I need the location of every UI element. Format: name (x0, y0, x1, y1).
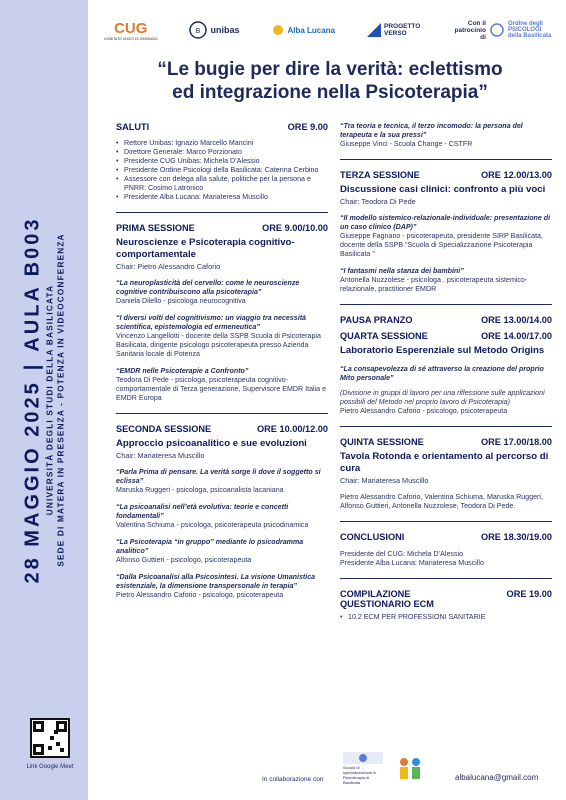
unibas-logo: B unibas (189, 21, 239, 39)
quinta-sessione-header: QUINTA SESSIONE ORE 17.00/18.00 (340, 437, 552, 447)
prima-sessione-title: Neuroscienze e Psicoterapia cognitivo-comportamentale (116, 237, 295, 260)
talk-title: “La consapevolezza di sé attraverso la creazione del proprio Mito personale” (340, 365, 544, 382)
talk-title: “Parla Prima di pensare. La verità sorge lì dove il soggetto si eclissa” (116, 468, 321, 485)
conclusioni-line: Presidente del CUG: Michela D’Alessio (340, 550, 464, 558)
arrow-icon (367, 23, 381, 37)
prima-sessione-chair: Chair: Pietro Alessandro Caforio (116, 262, 221, 271)
separator: | (21, 361, 44, 371)
talk-speaker: Vincenzo Langellotti - docente della SSPB Scuola di Psicoterapia Basilicata, dirigente psicologo psicoterapeuta presso Azienda Sanitaria locale di Potenza (116, 332, 321, 358)
talk-speaker: Giuseppe Vinci - Scuola Change - CSTFR (340, 140, 473, 148)
talk-speaker: Daniela Dilello - psicologa neurocognitiva (116, 297, 246, 305)
talk-title: “I fantasmi nella stanza dei bambini” (340, 267, 464, 275)
talk-title: “Tra teoria e tecnica, il terzo incomodo: la persona del terapeuta e la sua pressi” (340, 122, 523, 139)
saluti-header: SALUTI ORE 9.00 (116, 122, 328, 132)
scuola-logo: Scuola di specializzazione in Psicoterapia di Basilicata (343, 752, 385, 786)
talk-speaker: Antonella Nuzzolese - psicologa , psicoterapeuta sistemico-relazionale, practitioner EMDR (340, 276, 528, 293)
kids-illustration-icon (392, 752, 428, 788)
qr-label: Link Google Meet (26, 764, 74, 770)
svg-text:B: B (196, 28, 201, 35)
venue-info: SEDE DI MATERA IN PRESENZA - POTENZA IN VIDEOCONFERENZA (56, 233, 66, 567)
conclusioni-header: CONCLUSIONI ORE 18.30/19.00 (340, 532, 552, 542)
sun-icon (271, 21, 285, 39)
terza-sessione-title: Discussione casi clinici: confronto a più voci (340, 184, 546, 195)
logo-bar (104, 8, 556, 52)
unibas-seal-icon (189, 21, 207, 39)
collab-label: In collaborazione con (262, 776, 324, 783)
progetto-verso-logo: PROGETTO VERSO (367, 23, 418, 37)
seconda-sessione-chair: Chair: Mariateresa Muscillo (116, 451, 205, 460)
round-table-people: Pietro Alessandro Caforio, Valentina Schiuma, Maruska Ruggeri, Alfonso Guttieri, Antonella Nuzzolese, Teodora Di Pede. (340, 493, 543, 510)
alba-lucana-logo: Alba Lucana (271, 21, 335, 39)
event-date: 28 MAGGIO 2025 (21, 380, 44, 584)
scuola-logo-icon (343, 752, 383, 764)
workshop-note: (Divisione in gruppi di lavoro per una riflessione sulle applicazioni possibili del Metodo nel proprio lavoro di Psicoterapia) (340, 389, 545, 406)
event-room: AULA B003 (21, 216, 44, 352)
program-right-column (340, 122, 552, 622)
talk-speaker: Valentina Schiuma - psicologa, psicoterapeuta psicodinamica (116, 521, 309, 529)
talk-title: “La Psicoterapia “in gruppo” mediante lo psicodramma analitico” (116, 538, 304, 555)
page-title: “Le bugie per dire la verità: eclettismo ed integrazione nella Psicoterapia” (157, 59, 503, 103)
seconda-sessione-header: SECONDA SESSIONE ORE 10.00/12.00 (116, 424, 328, 434)
conclusioni-line: Presidente Alba Lucana: Mariateresa Muscillo (340, 559, 484, 567)
cug-logo: CUG COMITATO UNICO DI GARANZIA (104, 19, 158, 41)
talk-title: “I diversi volti del cognitivismo: un viaggio tra necessità scientifica, epistemologia ed ermeneutica” (116, 314, 307, 331)
quinta-sessione-chair: Chair: Mariateresa Muscillo (340, 476, 429, 485)
talk-speaker: Pietro Alessandro Caforio - psicologo, psicoterapeuta (340, 407, 508, 415)
talk-title: “La neuroplasticità del cervello: come le neuroscienze cognitive contribuiscono alla psicoterapia” (116, 279, 300, 296)
talk-title: “Dalla Psicoanalisi alla Psicosintesi. La visione Umanistica esistenziale, la dimensione transpersonale in terapia” (116, 573, 316, 590)
sidebar-band (0, 0, 88, 800)
talk-speaker: Alfonso Guttieri - psicologo, psicoterapeuta (116, 556, 252, 564)
talk-speaker: Giuseppe Fagnano - psicoterapeuta, presidente SIRP Basilicata, docente della SSPB “Scuola di Specializzazione Psicoterapia Basilicata ” (340, 232, 543, 258)
seconda-sessione-title: Approccio psicoanalitico e sue evoluzioni (116, 438, 307, 449)
talk-title: “Il modello sistemico-relazionale-individuale: presentazione di un caso clinico (DAP)” (340, 214, 551, 231)
university-name: UNIVERSITÀ DEGLI STUDI DELLA BASILICATA (45, 284, 55, 516)
ecm-list: • 10.2 ECM PER PROFESSIONI SANITARIE (340, 613, 552, 622)
terza-sessione-chair: Chair: Teodora Di Pede (340, 197, 416, 206)
talk-speaker: Pietro Alessandro Caforio - psicologo, psicoterapeuta (116, 591, 284, 599)
talk-title: “La psicoanalisi nell’età evolutiva: teorie e concetti fondamentali” (116, 503, 289, 520)
terza-sessione-header: TERZA SESSIONE ORE 12.00/13.00 (340, 170, 552, 180)
compilazione-header: COMPILAZIONE QUESTIONARIO ECM ORE 19.00 (340, 589, 552, 609)
program-left-column (116, 122, 328, 600)
pausa-pranzo-header: PAUSA PRANZO ORE 13.00/14.00 (340, 315, 552, 325)
talk-speaker: Teodora Di Pede - psicologa, psicoterapeuta cognitivo-comportamentale di Terza generazione, Supervisore EMDR Italia e EMDR Europa (116, 376, 327, 402)
saluti-list: • Rettore Unibas: Ignazio Marcello Mancini • Direttore Generale: Marco Porzionato • Presidente CUG Unibas: Michela D’Alessio • Presidente Ordine Psicologi della Basilicata: Caterina Cerbino • Assessore con delega alla salute, politiche per la persona e PNRR: Cosimo Latronico • Presidente Alba Lucana: Mariateresa Muscillo (116, 139, 328, 202)
talk-title: “EMDR nelle Psicoterapie a Confronto” (116, 367, 249, 375)
ordine-logo-icon (490, 23, 504, 37)
vertical-heading (22, 217, 67, 584)
quarta-sessione-header: QUARTA SESSIONE ORE 14.00/17.00 (340, 331, 552, 341)
qr-code[interactable] (30, 718, 70, 758)
patronage: Con il patrocinio di Ordine degli PSICOLOGI della Basilicata (454, 19, 552, 41)
prima-sessione-header: PRIMA SESSIONE ORE 9.00/10.00 (116, 223, 328, 233)
contact-email[interactable]: albalucana@gmail.com (455, 773, 539, 782)
talk-speaker: Maruska Ruggeri - psicologa, psicoanalista lacaniana (116, 486, 284, 494)
quinta-sessione-title: Tavola Rotonda e orientamento al percorso di cura (340, 451, 549, 474)
quarta-sessione-title: Laboratorio Esperenziale sul Metodo Origins (340, 345, 545, 356)
